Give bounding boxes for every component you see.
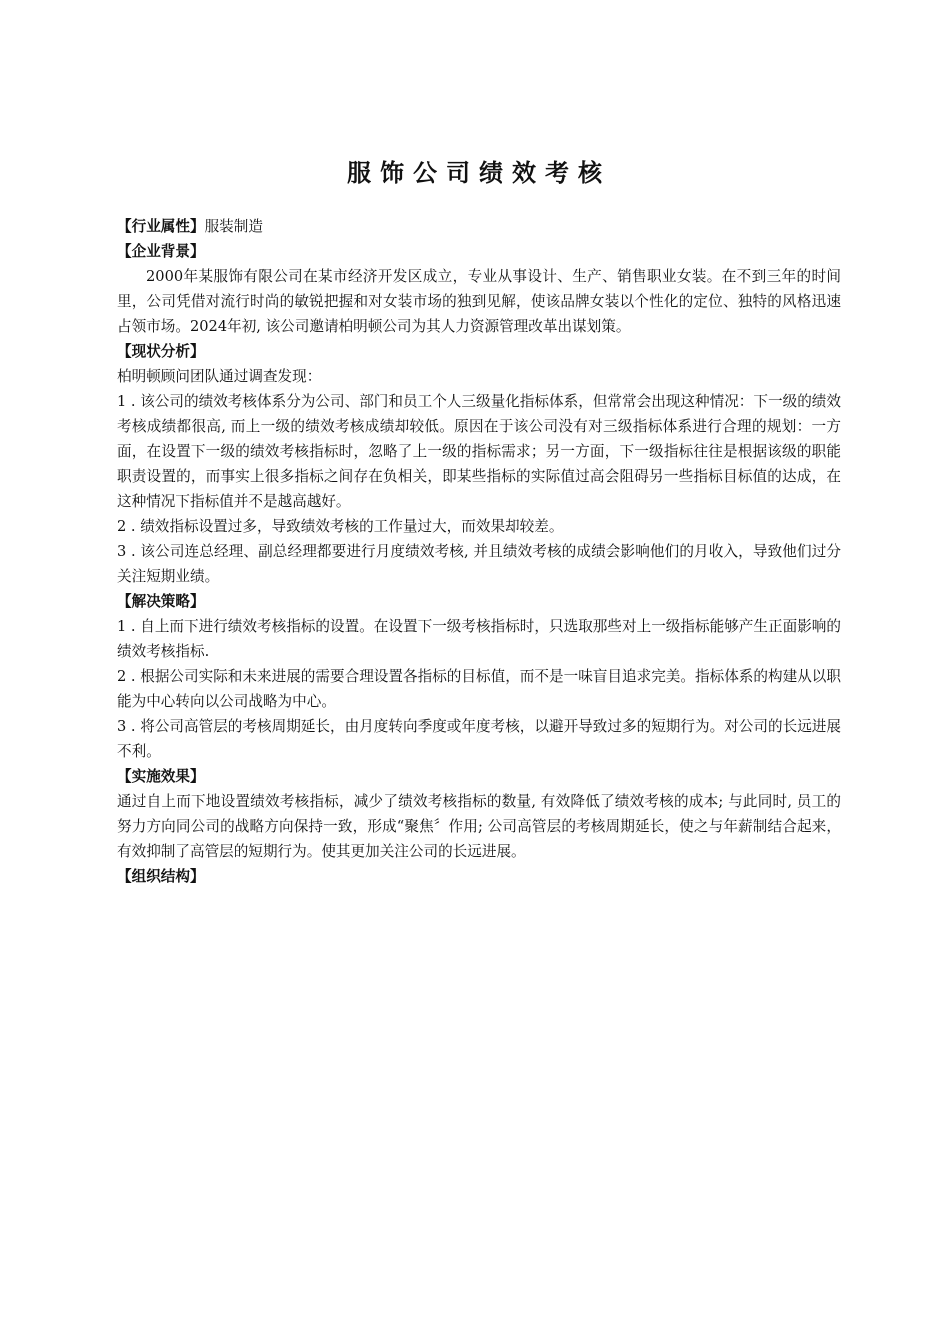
strategy-heading: 【解决策略】	[117, 593, 205, 610]
analysis-item-3: 3 . 该公司连总经理、副总经理都要进行月度绩效考核, 并且绩效考核的成绩会影响他们的月收入，导致他们过分关注短期业绩。	[117, 543, 841, 585]
analysis-intro: 柏明顿顾问团队通过调查发现：	[117, 368, 322, 385]
document-page	[117, 150, 841, 889]
strategy-item-1: 1 . 自上而下进行绩效考核指标的设置。在设置下一级考核指标时，只选取那些对上一级指标能够产生正面影响的绩效考核指标.	[117, 618, 841, 660]
industry-value: 服装制造	[204, 218, 263, 235]
analysis-item-1: 1 . 该公司的绩效考核体系分为公司、部门和员工个人三级量化指标体系，但常常会出现这种情况：下一级的绩效考核成绩都很高, 而上一级的绩效考核成绩却较低。原因在于该公司没有对三级指标体系进行合理的规划：一方面，在设置下一级的绩效考核指标时，忽略了上一级的指标需求；另一方面，下一级指标往往是根据该级的职能职责设置的，而事实上很多指标之间存在负相关，即某些指标的实际值过高会阻碍另一些指标目标值的达成，在这种情况下指标值并不是越高越好。	[117, 393, 841, 510]
page-title: 服饰公司绩效考核	[347, 158, 611, 187]
strategy-item-3: 3 . 将公司高管层的考核周期延长，由月度转向季度或年度考核，以避开导致过多的短期行为。对公司的长远进展不利。	[117, 718, 841, 760]
industry-heading: 【行业属性】	[117, 218, 205, 235]
effect-heading: 【实施效果】	[117, 768, 205, 785]
background-heading: 【企业背景】	[117, 243, 205, 260]
background-text: 2000年某服饰有限公司在某市经济开发区成立，专业从事设计、生产、销售职业女装。在不到三年的时间里，公司凭借对流行时尚的敏锐把握和对女装市场的独到见解，使该品牌女装以个性化的定位、独特的风格迅速占领市场。2024年初, 该公司邀请柏明顿公司为其人力资源管理改革出谋划策。	[117, 268, 841, 335]
industry-line	[117, 214, 841, 239]
structure-heading: 【组织结构】	[117, 868, 205, 885]
strategy-item-2: 2 . 根据公司实际和未来进展的需要合理设置各指标的目标值，而不是一味盲目追求完美。指标体系的构建从以职能为中心转向以公司战略为中心。	[117, 668, 841, 710]
analysis-heading: 【现状分析】	[117, 343, 205, 360]
effect-text: 通过自上而下地设置绩效考核指标，减少了绩效考核指标的数量, 有效降低了绩效考核的成本; 与此同时, 员工的努力方向同公司的战略方向保持一致，形成“聚焦〞作用; 公司高管层的考核周期延长，使之与年薪制结合起来，有效抑制了高管层的短期行为。使其更加关注公司的长远进展。	[117, 793, 841, 860]
analysis-item-2: 2 . 绩效指标设置过多，导致绩效考核的工作量过大，而效果却较差。	[117, 518, 564, 535]
